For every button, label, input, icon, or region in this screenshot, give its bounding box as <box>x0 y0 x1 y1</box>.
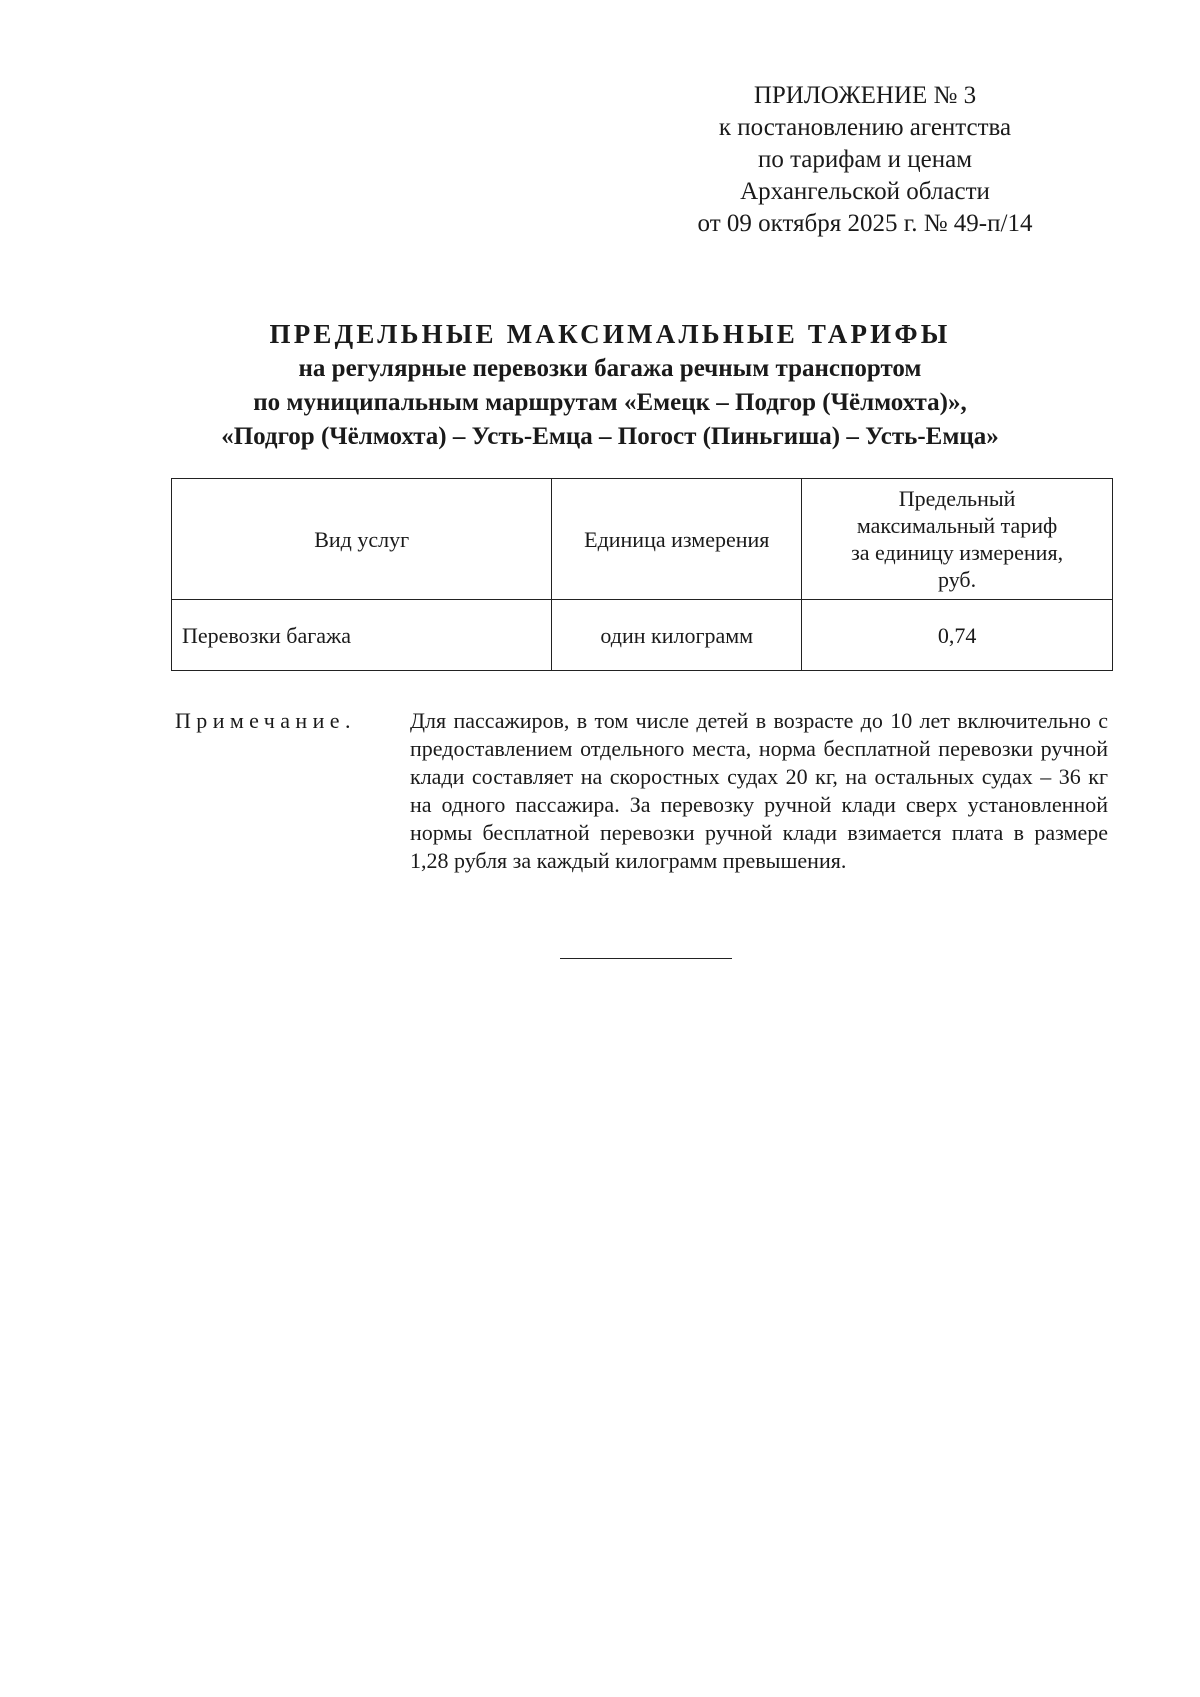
header-unit: Единица измерения <box>552 479 802 600</box>
tariff-table <box>171 478 1113 671</box>
title-main: ПРЕДЕЛЬНЫЕ МАКСИМАЛЬНЫЕ ТАРИФЫ <box>269 319 951 349</box>
annex-reference-line: Архангельской области <box>740 178 990 205</box>
note-text: Для пассажиров, в том числе детей в возрасте до 10 лет включительно с предоставлением отдельного места, норма бесплатной перевозки ручной клади составляет на скоростных судах 20 кг, на остальных судах – 36 кг на одного пассажира. За перевозку ручной клади сверх установленной нормы бесплатной перевозки ручной клади взимается плата в размере 1,28 рубля за каждый килограмм превышения. <box>410 708 1108 873</box>
annex-reference-line: по тарифам и ценам <box>757 146 973 173</box>
end-divider <box>560 958 732 959</box>
annex-reference-line: к постановлению агентства <box>718 114 1012 141</box>
header-tariff-line: максимальный тариф <box>856 513 1058 538</box>
header-tariff <box>802 479 1113 600</box>
header-tariff-line: за единицу измерения, <box>851 540 1064 565</box>
cell-tariff: 0,74 <box>802 600 1113 671</box>
cell-service: Перевозки багажа <box>172 600 552 671</box>
title-subtitle-line: на регулярные перевозки багажа речным транспортом <box>298 355 922 382</box>
table-row <box>172 600 1113 671</box>
title-subtitle-line: «Подгор (Чёлмохта) – Усть-Емца – Погост (Пиньгиша) – Усть-Емца» <box>221 423 999 450</box>
title-subtitle-line: по муниципальным маршрутам «Емецк – Подгор (Чёлмохта)», <box>253 389 967 416</box>
annex-date-number: от 09 октября 2025 г. № 49-п/14 <box>697 210 1033 237</box>
table-header-row <box>172 479 1113 600</box>
header-tariff-line: руб. <box>938 567 977 592</box>
document-title <box>110 316 1110 454</box>
annex-header <box>640 80 1090 240</box>
cell-unit: один килограмм <box>552 600 802 671</box>
header-service: Вид услуг <box>172 479 552 600</box>
annex-number: ПРИЛОЖЕНИЕ № 3 <box>753 82 977 109</box>
note-label: Примечание. <box>175 708 356 733</box>
header-tariff-line: Предельный <box>898 486 1016 511</box>
